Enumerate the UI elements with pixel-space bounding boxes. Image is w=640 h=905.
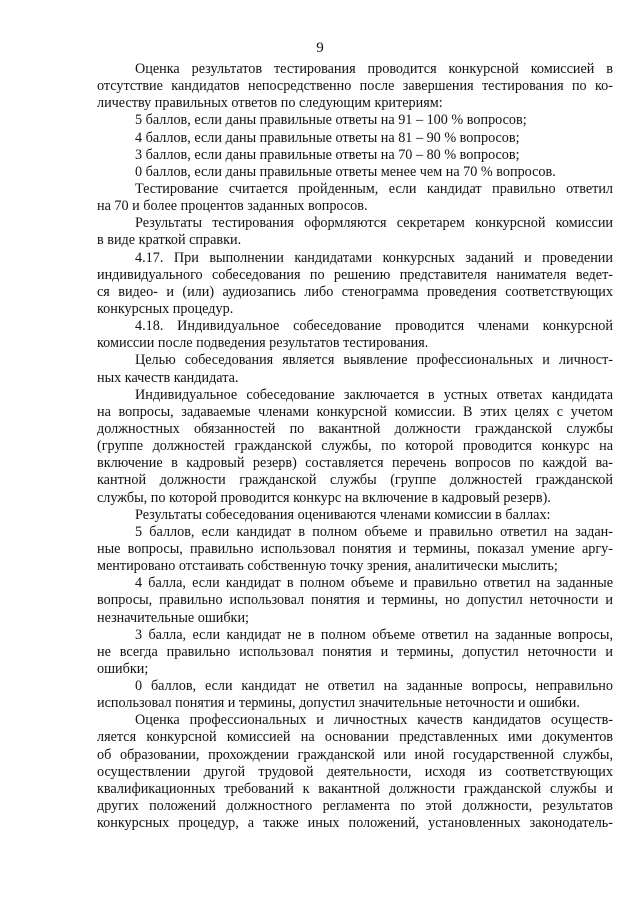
text-line: службы, по которой проводится конкурс на включение в кадровый резерв).	[97, 489, 551, 506]
text-line: 3 балла, если кандидат не в полном объеме ответил на заданные вопросы,	[135, 626, 613, 643]
document-body	[97, 61, 613, 832]
text-line: Тестирование считается пройденным, если кандидат правильно ответил	[135, 180, 613, 197]
text-line: Оценка профессиональных и личностных качеств кандидатов осуществ-	[135, 712, 613, 729]
text-line: 4 балла, если кандидат в полном объеме и правильно ответил на заданные	[135, 575, 613, 592]
text-line: на вопросы, задаваемые членами конкурсной комиссии. В этих целях с учетом	[97, 403, 613, 420]
text-line: Целью собеседования является выявление профессиональных и личност-	[135, 352, 613, 369]
text-line: Результаты собеседования оцениваются членами комиссии в баллах:	[135, 506, 551, 523]
text-line: ошибки;	[97, 660, 149, 677]
text-line: не всегда правильно использовал понятия и термины, допустил неточности и	[97, 643, 613, 660]
text-line: ные вопросы, правильно использовал понятия и термины, показал умение аргу-	[97, 540, 613, 557]
text-line: в виде краткой справки.	[97, 232, 242, 249]
text-line: ных качеств кандидата.	[97, 369, 239, 386]
text-line: 0 баллов, если кандидат не ответил на заданные вопросы, неправильно	[135, 678, 613, 695]
text-line: 3 баллов, если даны правильные ответы на 70 – 80 % вопросов;	[135, 146, 520, 163]
text-line: индивидуального собеседования по решению представителя нанимателя ведет-	[97, 266, 613, 283]
text-line: на 70 и более процентов заданных вопросов.	[97, 198, 368, 215]
text-line: Индивидуальное собеседование заключается в устных ответах кандидата	[135, 386, 613, 403]
text-line: должностных обязанностей по вакантной должности гражданской службы	[97, 420, 613, 437]
text-line: личеству правильных ответов по следующим критериям:	[97, 95, 443, 112]
text-line: ментировано отстаивать собственную точку зрения, аналитически мыслить;	[97, 558, 558, 575]
page-number: 9	[316, 40, 324, 56]
text-line: ляется конкурсной комиссией на основании представленных ими документов	[97, 729, 613, 746]
text-line: об образовании, прохождении гражданской или иной государственной службы,	[97, 746, 613, 763]
text-line: Оценка результатов тестирования проводится конкурсной комиссией в	[135, 61, 613, 77]
text-line: 4.18. Индивидуальное собеседование проводится членами конкурсной	[135, 318, 613, 335]
text-line: 5 баллов, если даны правильные ответы на 91 – 100 % вопросов;	[135, 112, 527, 129]
text-line: кантной должности гражданской службы (группе должностей гражданской	[97, 472, 613, 489]
text-line: других положений должностного регламента по этой должности, результатов	[97, 798, 613, 815]
text-line: вопросы, правильно использовал понятия и термины, но допустил неточности и	[97, 592, 613, 609]
text-line: комиссии после подведения результатов тестирования.	[97, 335, 429, 352]
text-line: конкурсных процедур, а также иных положений, установленных законодатель-	[97, 815, 613, 832]
text-line: (группе должностей гражданской службы, по которой проводится конкурс на	[97, 438, 613, 455]
text-line: квалификационных требований к вакантной должности гражданской службы и	[97, 780, 613, 797]
text-line: конкурсных процедур.	[97, 300, 234, 317]
text-line: использовал понятия и термины, допустил значительные неточности и ошибки.	[97, 695, 580, 712]
text-line: Результаты тестирования оформляются секретарем конкурсной комиссии	[135, 215, 613, 232]
text-line: 5 баллов, если кандидат в полном объеме и правильно ответил на задан-	[135, 523, 613, 540]
text-line: ся видео- и (или) аудиозапись либо стенограмма проведения соответствующих	[97, 283, 613, 300]
text-line: 0 баллов, если даны правильные ответы менее чем на 70 % вопросов.	[135, 163, 556, 180]
text-line: включение в кадровый резерв) составляется перечень вопросов по каждой ва-	[97, 455, 613, 472]
text-line: осуществлении другой трудовой деятельности, исходя из соответствующих	[97, 763, 613, 780]
text-line: отсутствие кандидатов непосредственно после завершения тестирования по ко-	[97, 78, 613, 95]
text-line: 4.17. При выполнении кандидатами конкурсных заданий и проведении	[135, 249, 613, 266]
text-line: незначительные ошибки;	[97, 609, 249, 626]
text-line: 4 баллов, если даны правильные ответы на 81 – 90 % вопросов;	[135, 129, 520, 146]
